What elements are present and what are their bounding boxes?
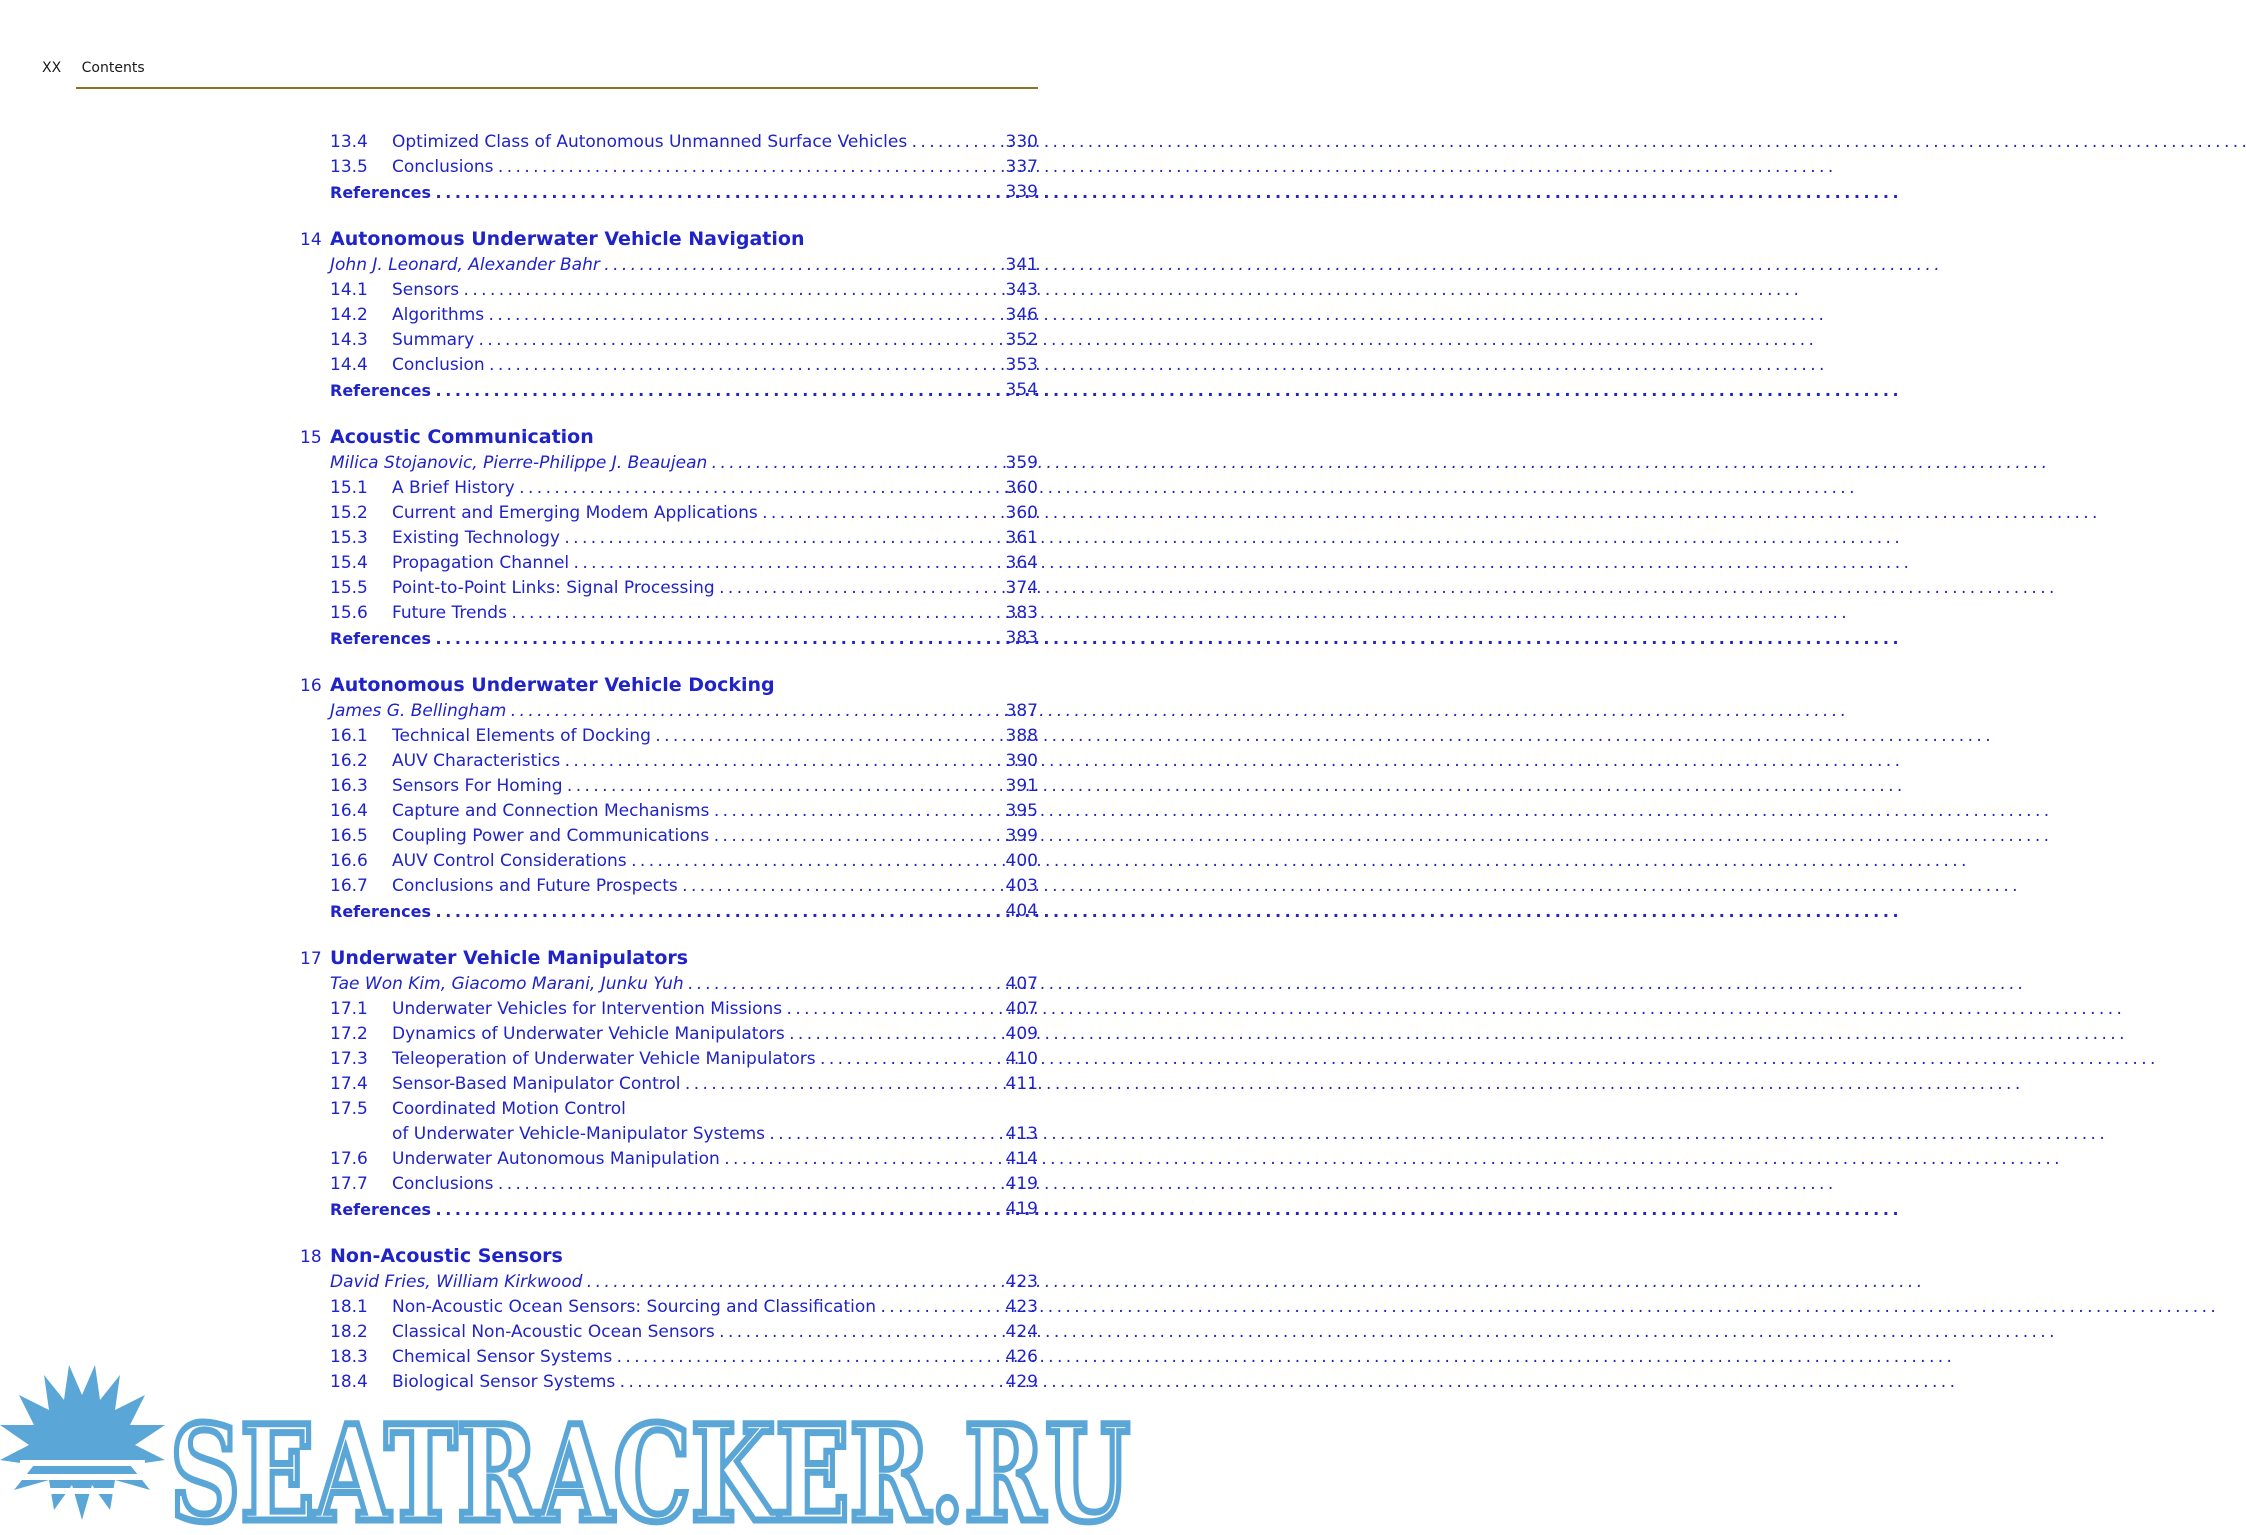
page-number: 374	[1005, 578, 1038, 598]
toc-entry-title	[330, 1022, 972, 1047]
entry-title: References	[330, 183, 431, 202]
chapter-title: Autonomous Underwater Vehicle Docking	[330, 674, 775, 696]
page-number: 404	[1005, 901, 1038, 921]
page-number: 387	[1005, 701, 1038, 721]
watermark	[0, 1360, 1139, 1535]
page-number: 360	[1005, 503, 1038, 523]
toc-entry-title	[330, 997, 972, 1022]
section-number: 15.3	[330, 528, 368, 548]
table-of-contents	[300, 130, 1038, 1395]
section-number: 16.3	[330, 776, 368, 796]
page-number: 361	[1005, 528, 1038, 548]
page-number: 414	[1005, 1149, 1038, 1169]
section-number: 16.4	[330, 801, 368, 821]
toc-entry-title	[330, 1122, 972, 1147]
toc-section-row[interactable]	[300, 749, 1038, 774]
page-number: 426	[1005, 1347, 1038, 1367]
entry-title: Current and Emerging Modem Applications	[392, 503, 758, 523]
toc-entry-title	[330, 451, 972, 476]
chapter-number: 18	[300, 1247, 322, 1267]
toc-section-row[interactable]	[300, 303, 1038, 328]
page-number: 407	[1005, 974, 1038, 994]
section-number: 17.2	[330, 1024, 368, 1044]
page-number: 413	[1005, 1124, 1038, 1144]
section-number: 14.4	[330, 355, 368, 375]
references-entry[interactable]	[300, 180, 1038, 205]
toc-section-row[interactable]	[300, 874, 1038, 899]
page-number: 411	[1005, 1074, 1038, 1094]
section-number: 16.5	[330, 826, 368, 846]
entry-title: References	[330, 629, 431, 648]
entry-title: Milica Stojanovic, Pierre-Philippe J. Beaujean	[330, 453, 708, 473]
toc-section-row[interactable]	[300, 278, 1038, 303]
chapter-block	[300, 225, 1038, 403]
toc-entry-title	[330, 899, 972, 924]
entry-title: Underwater Autonomous Manipulation	[392, 1149, 720, 1169]
section-number: 17.7	[330, 1174, 368, 1194]
toc-entry-title	[330, 180, 972, 205]
entry-title: Existing Technology	[392, 528, 560, 548]
chapter-block	[300, 944, 1038, 1222]
toc-entry-title	[330, 699, 972, 724]
toc-entry-title	[330, 576, 972, 601]
entry-title: Coordinated Motion Control	[392, 1099, 626, 1119]
entry-title: Conclusions and Future Prospects	[392, 876, 678, 896]
toc-section-row[interactable]	[300, 1295, 1038, 1320]
page-number: 424	[1005, 1322, 1038, 1342]
entry-title: Dynamics of Underwater Vehicle Manipulators	[392, 1024, 785, 1044]
page-number: 423	[1005, 1272, 1038, 1292]
chapter-heading[interactable]	[300, 944, 1038, 972]
page-number: 359	[1005, 453, 1038, 473]
section-number: 16.2	[330, 751, 368, 771]
page-number: 383	[1005, 628, 1038, 648]
header-rule	[76, 87, 1038, 89]
entry-title: References	[330, 381, 431, 400]
toc-entry-title	[330, 526, 972, 551]
toc-entry-title	[330, 476, 972, 501]
toc-section-row[interactable]	[300, 1147, 1038, 1172]
toc-entry-title	[330, 1072, 972, 1097]
toc-section-row[interactable]	[300, 849, 1038, 874]
chapter-title: Autonomous Underwater Vehicle Navigation	[330, 228, 805, 250]
section-number: 18.4	[330, 1372, 368, 1392]
chapter-heading[interactable]	[300, 671, 1038, 699]
toc-entry-title	[330, 155, 972, 180]
chapter-title: Underwater Vehicle Manipulators	[330, 947, 689, 969]
toc-section-row[interactable]	[300, 774, 1038, 799]
chapter-title: Non-Acoustic Sensors	[330, 1245, 563, 1267]
page-number: 360	[1005, 478, 1038, 498]
entry-title: David Fries, William Kirkwood	[330, 1272, 583, 1292]
toc-entry-title	[330, 303, 972, 328]
toc-section-row[interactable]	[300, 1072, 1038, 1097]
toc-section-row[interactable]	[300, 328, 1038, 353]
entry-title: AUV Control Considerations	[392, 851, 627, 871]
toc-section-row[interactable]	[300, 1047, 1038, 1072]
toc-entry-title	[330, 130, 972, 155]
section-number: 14.2	[330, 305, 368, 325]
toc-entry-title	[330, 328, 972, 353]
page-number: 353	[1005, 355, 1038, 375]
toc-entry-title	[330, 1172, 972, 1197]
page-number: 337	[1005, 157, 1038, 177]
toc-entry-title	[330, 1270, 972, 1295]
chapter-heading[interactable]	[300, 225, 1038, 253]
toc-section-row[interactable]	[300, 724, 1038, 749]
chapter-number: 17	[300, 949, 322, 969]
entry-title: Sensors For Homing	[392, 776, 563, 796]
entry-title: References	[330, 902, 431, 921]
page-number: 429	[1005, 1372, 1038, 1392]
section-number: 14.1	[330, 280, 368, 300]
page-number: 419	[1005, 1174, 1038, 1194]
section-number: 17.5	[330, 1099, 368, 1119]
toc-entry-title	[330, 601, 972, 626]
chapter-authors[interactable]	[300, 1270, 1038, 1295]
toc-entry-title	[330, 1047, 972, 1072]
watermark-text: SEATRACKER.RU	[170, 1397, 1130, 1535]
entry-title: Tae Won Kim, Giacomo Marani, Junku Yuh	[330, 974, 684, 994]
section-number: 18.2	[330, 1322, 368, 1342]
toc-section-row[interactable]	[300, 155, 1038, 180]
entry-title: Sensors	[392, 280, 460, 300]
toc-section-row[interactable]	[300, 997, 1038, 1022]
section-number: 17.4	[330, 1074, 368, 1094]
entry-title: A Brief History	[392, 478, 515, 498]
page-number: XX	[42, 60, 62, 76]
section-number: 17.6	[330, 1149, 368, 1169]
chapter-authors[interactable]	[300, 253, 1038, 278]
references-entry[interactable]	[300, 378, 1038, 403]
sun-logo-icon	[0, 1365, 165, 1520]
toc-entry-title	[330, 378, 972, 403]
entry-title: Coupling Power and Communications	[392, 826, 710, 846]
entry-title: Conclusions	[392, 157, 494, 177]
chapter-heading[interactable]	[300, 1242, 1038, 1270]
toc-entry-title	[330, 874, 972, 899]
toc-section-row[interactable]	[300, 526, 1038, 551]
section-number: 18.1	[330, 1297, 368, 1317]
page-number: 407	[1005, 999, 1038, 1019]
entry-title: Non-Acoustic Ocean Sensors: Sourcing and Classification	[392, 1297, 877, 1317]
toc-entry-title	[330, 972, 972, 997]
running-head	[42, 60, 145, 76]
section-number: 17.3	[330, 1049, 368, 1069]
chapter-number: 14	[300, 230, 322, 250]
entry-title: Classical Non-Acoustic Ocean Sensors	[392, 1322, 715, 1342]
toc-section-row[interactable]	[300, 1022, 1038, 1047]
toc-section-row[interactable]	[300, 1320, 1038, 1345]
references-entry[interactable]	[300, 1197, 1038, 1222]
page-number: 390	[1005, 751, 1038, 771]
toc-entry-title	[330, 353, 972, 378]
page-number: 339	[1005, 182, 1038, 202]
toc-section-row[interactable]	[300, 1172, 1038, 1197]
toc-entry-title	[330, 724, 972, 749]
toc-section-continuation[interactable]	[300, 1122, 1038, 1147]
entry-title: Biological Sensor Systems	[392, 1372, 616, 1392]
page-number: 352	[1005, 330, 1038, 350]
chapter-number: 15	[300, 428, 322, 448]
entry-title: Technical Elements of Docking	[392, 726, 651, 746]
entry-title: Conclusion	[392, 355, 485, 375]
toc-entry-title	[330, 849, 972, 874]
references-entry[interactable]	[300, 626, 1038, 651]
toc-section-row[interactable]	[300, 551, 1038, 576]
section-number: 17.1	[330, 999, 368, 1019]
page-number: 400	[1005, 851, 1038, 871]
entry-title: AUV Characteristics	[392, 751, 561, 771]
toc-section-row[interactable]	[300, 576, 1038, 601]
entry-title: Conclusions	[392, 1174, 494, 1194]
section-number: 15.5	[330, 578, 368, 598]
entry-title: Capture and Connection Mechanisms	[392, 801, 710, 821]
chapter-block	[300, 423, 1038, 651]
page-number: 410	[1005, 1049, 1038, 1069]
references-entry[interactable]	[300, 899, 1038, 924]
page-number: 419	[1005, 1199, 1038, 1219]
lead-entries	[300, 130, 1038, 205]
running-title: Contents	[81, 60, 145, 76]
toc-entry-title	[330, 824, 972, 849]
entry-title: References	[330, 1200, 431, 1219]
toc-entry-title	[330, 501, 972, 526]
page-number: 354	[1005, 380, 1038, 400]
page-number: 403	[1005, 876, 1038, 896]
chapter-title: Acoustic Communication	[330, 426, 594, 448]
chapter-authors[interactable]	[300, 972, 1038, 997]
entry-title: Chemical Sensor Systems	[392, 1347, 613, 1367]
toc-entry-title	[330, 1295, 972, 1320]
entry-title: Optimized Class of Autonomous Unmanned Surface Vehicles	[392, 132, 908, 152]
page-number: 341	[1005, 255, 1038, 275]
toc-section-row[interactable]	[300, 1097, 1038, 1122]
section-number: 15.6	[330, 603, 368, 623]
page-number: 364	[1005, 553, 1038, 573]
section-number: 15.1	[330, 478, 368, 498]
chapter-block	[300, 671, 1038, 924]
page-number: 395	[1005, 801, 1038, 821]
toc-entry-title	[330, 551, 972, 576]
page-number: 343	[1005, 280, 1038, 300]
toc-section-row[interactable]	[300, 130, 1038, 155]
entry-title: James G. Bellingham	[330, 701, 507, 721]
section-number: 16.6	[330, 851, 368, 871]
section-number: 16.7	[330, 876, 368, 896]
entry-title: Propagation Channel	[392, 553, 570, 573]
entry-title: Teleoperation of Underwater Vehicle Manipulators	[392, 1049, 816, 1069]
toc-section-row[interactable]	[300, 501, 1038, 526]
toc-section-row[interactable]	[300, 353, 1038, 378]
entry-title: Point-to-Point Links: Signal Processing	[392, 578, 715, 598]
toc-entry-title	[330, 1147, 972, 1172]
page-number: 391	[1005, 776, 1038, 796]
entry-title: of Underwater Vehicle-Manipulator Systems	[392, 1124, 766, 1144]
section-number: 13.5	[330, 157, 368, 177]
entry-title: John J. Leonard, Alexander Bahr	[330, 255, 600, 275]
toc-entry-title	[330, 1320, 972, 1345]
toc-entry-title	[330, 1197, 972, 1222]
page-number: 346	[1005, 305, 1038, 325]
entry-title: Sensor-Based Manipulator Control	[392, 1074, 681, 1094]
toc-entry-title	[330, 626, 972, 651]
chapter-authors[interactable]	[300, 451, 1038, 476]
chapter-authors[interactable]	[300, 699, 1038, 724]
page-number: 388	[1005, 726, 1038, 746]
page-number: 399	[1005, 826, 1038, 846]
section-number: 18.3	[330, 1347, 368, 1367]
toc-section-row[interactable]	[300, 824, 1038, 849]
entry-title: Algorithms	[392, 305, 485, 325]
toc-entry-title	[330, 799, 972, 824]
entry-title: Summary	[392, 330, 475, 350]
toc-entry-title	[330, 278, 972, 303]
page-number: 330	[1005, 132, 1038, 152]
toc-entry-title	[330, 1097, 972, 1122]
chapter-number: 16	[300, 676, 322, 696]
section-number: 13.4	[330, 132, 368, 152]
section-number: 15.2	[330, 503, 368, 523]
section-number: 14.3	[330, 330, 368, 350]
toc-section-row[interactable]	[300, 601, 1038, 626]
page-number: 409	[1005, 1024, 1038, 1044]
toc-section-row[interactable]	[300, 476, 1038, 501]
entry-title: Underwater Vehicles for Intervention Missions	[392, 999, 783, 1019]
toc-entry-title	[330, 749, 972, 774]
toc-section-row[interactable]	[300, 799, 1038, 824]
toc-entry-title	[330, 774, 972, 799]
toc-entry-title	[330, 253, 972, 278]
page-number: 423	[1005, 1297, 1038, 1317]
section-number: 15.4	[330, 553, 368, 573]
section-number: 16.1	[330, 726, 368, 746]
entry-title: Future Trends	[392, 603, 507, 623]
chapter-heading[interactable]	[300, 423, 1038, 451]
chapter-list	[300, 225, 1038, 1395]
page-number: 383	[1005, 603, 1038, 623]
